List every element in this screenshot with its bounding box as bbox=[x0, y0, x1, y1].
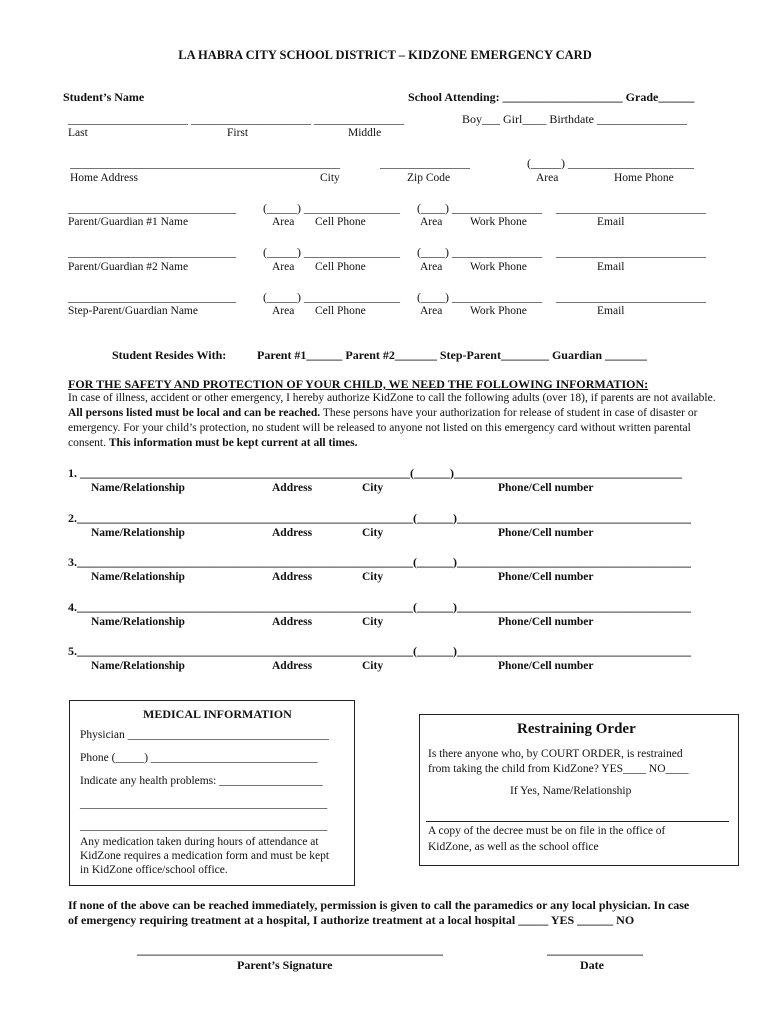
phone-label: Phone/Cell number bbox=[498, 482, 594, 494]
name-relationship-label: Name/Relationship bbox=[91, 527, 185, 539]
work-phone-label: Work Phone bbox=[470, 216, 527, 228]
home-address-label: Home Address bbox=[70, 172, 139, 184]
treatment-consent-text: If none of the above can be reached immediately, permission is given to call the paramedics or any local physician. In case bbox=[68, 898, 690, 912]
city-label: City bbox=[362, 571, 384, 583]
address-label: Address bbox=[272, 616, 313, 628]
address-label: Address bbox=[272, 571, 313, 583]
safety-heading: FOR THE SAFETY AND PROTECTION OF YOUR CHILD, WE NEED THE FOLLOWING INFORMATION: bbox=[68, 377, 649, 391]
restraining-name-line[interactable] bbox=[426, 821, 729, 822]
guardian-cell-line[interactable]: (_____) ________________ bbox=[263, 201, 400, 215]
home-address-line[interactable]: _____________________________________________ bbox=[70, 156, 340, 170]
name-relationship-label: Name/Relationship bbox=[91, 571, 185, 583]
contact-line[interactable]: 2.________________________________________________________(______)_______________________________________ bbox=[68, 511, 691, 525]
guardian-name-label: Step-Parent/Guardian Name bbox=[68, 305, 198, 317]
address-label: Address bbox=[272, 660, 313, 672]
restraining-yes-no-field[interactable]: from taking the child from KidZone? YES____ NO____ bbox=[428, 763, 689, 775]
gender-birthdate-field[interactable]: Boy___ Girl____ Birthdate _______________ bbox=[462, 112, 687, 126]
health-problems-line[interactable]: ___________________________________________ bbox=[80, 820, 328, 832]
medical-heading: MEDICAL INFORMATION bbox=[143, 707, 292, 721]
student-name-line[interactable]: ____________________ ____________________ _______________ bbox=[68, 112, 404, 126]
area-label: Area bbox=[272, 216, 295, 228]
signature-line[interactable]: ___________________________________________________ bbox=[137, 943, 443, 957]
name-relationship-label: Name/Relationship bbox=[91, 660, 185, 672]
school-attending-label: School Attending: ____________________ Grade______ bbox=[408, 90, 695, 104]
guardian-work-line[interactable]: (____) _______________ bbox=[417, 201, 542, 215]
zip-code-line[interactable]: _______________ bbox=[380, 156, 470, 170]
safety-paragraph bbox=[68, 391, 718, 451]
restraining-if-yes-label: If Yes, Name/Relationship bbox=[510, 785, 632, 797]
area-label: Area bbox=[420, 305, 443, 317]
resides-with-label: Student Resides With: bbox=[112, 348, 227, 362]
medication-note: KidZone requires a medication form and must be kept bbox=[80, 850, 330, 862]
phone-label: Phone/Cell number bbox=[498, 571, 594, 583]
home-phone-label: Home Phone bbox=[614, 172, 674, 184]
medication-note: Any medication taken during hours of attendance at bbox=[80, 836, 319, 848]
guardian-work-line[interactable]: (____) _______________ bbox=[417, 245, 542, 259]
decree-note: KidZone, as well as the school office bbox=[428, 841, 599, 853]
date-label: Date bbox=[580, 958, 604, 972]
guardian-name-line[interactable]: ____________________________ bbox=[68, 245, 236, 259]
resides-with-options[interactable]: Parent #1______ Parent #2_______ Step-Parent________ Guardian _______ bbox=[257, 348, 647, 362]
contact-line[interactable]: 4.________________________________________________________(______)_______________________________________ bbox=[68, 600, 691, 614]
email-label: Email bbox=[597, 261, 625, 273]
city-label: City bbox=[362, 527, 384, 539]
contact-line[interactable]: 5.________________________________________________________(______)_______________________________________ bbox=[68, 644, 691, 658]
safety-text-2: These persons have your authorization for release of student in case of disaster or emergency. For your child’s protection, no student will be released to anyone not listed on this emergency card without written parental consent. bbox=[68, 407, 698, 449]
signature-label: Parent’s Signature bbox=[237, 958, 333, 972]
home-phone-line[interactable]: (_____) _____________________ bbox=[527, 156, 694, 170]
student-name-label: Student’s Name bbox=[63, 90, 145, 104]
city-label: City bbox=[320, 172, 340, 184]
work-phone-label: Work Phone bbox=[470, 261, 527, 273]
address-label: Address bbox=[272, 482, 313, 494]
work-phone-label: Work Phone bbox=[470, 305, 527, 317]
safety-text-1: In case of illness, accident or other emergency, I hereby authorize KidZone to call the following adults (over 18), if parents are not available. bbox=[68, 392, 716, 404]
safety-text-bold-1: All persons listed must be local and can be reached. bbox=[68, 407, 321, 419]
guardian-name-line[interactable]: ____________________________ bbox=[68, 201, 236, 215]
treatment-consent-yes-no[interactable]: of emergency requiring treatment at a hospital, I authorize treatment at a local hospital _____ YES ______ NO bbox=[68, 913, 635, 927]
middle-label: Middle bbox=[348, 127, 382, 139]
guardian-email-line[interactable]: _________________________ bbox=[556, 245, 706, 259]
area-label: Area bbox=[420, 261, 443, 273]
guardian-name-line[interactable]: ____________________________ bbox=[68, 290, 236, 304]
date-line[interactable]: ________________ bbox=[547, 943, 643, 957]
area-label: Area bbox=[420, 216, 443, 228]
physician-phone-field[interactable]: Phone (_____) _____________________________ bbox=[80, 752, 318, 764]
guardian-email-line[interactable]: _________________________ bbox=[556, 290, 706, 304]
name-relationship-label: Name/Relationship bbox=[91, 616, 185, 628]
city-label: City bbox=[362, 482, 384, 494]
first-label: First bbox=[227, 127, 249, 139]
guardian-work-line[interactable]: (____) _______________ bbox=[417, 290, 542, 304]
last-label: Last bbox=[68, 127, 88, 139]
guardian-email-line[interactable]: _________________________ bbox=[556, 201, 706, 215]
form-title: LA HABRA CITY SCHOOL DISTRICT – KIDZONE EMERGENCY CARD bbox=[178, 48, 592, 62]
guardian-name-label: Parent/Guardian #1 Name bbox=[68, 216, 189, 228]
restraining-question: Is there anyone who, by COURT ORDER, is restrained bbox=[428, 748, 683, 760]
phone-label: Phone/Cell number bbox=[498, 527, 594, 539]
email-label: Email bbox=[597, 305, 625, 317]
area-label: Area bbox=[272, 261, 295, 273]
guardian-cell-line[interactable]: (_____) ________________ bbox=[263, 290, 400, 304]
cell-phone-label: Cell Phone bbox=[315, 216, 366, 228]
school-attending-field[interactable] bbox=[408, 90, 694, 105]
decree-note: A copy of the decree must be on file in the office of bbox=[428, 825, 666, 837]
physician-field[interactable]: Physician ___________________________________ bbox=[80, 729, 329, 741]
city-label: City bbox=[362, 616, 384, 628]
guardian-cell-line[interactable]: (_____) ________________ bbox=[263, 245, 400, 259]
email-label: Email bbox=[597, 216, 625, 228]
address-label: Address bbox=[272, 527, 313, 539]
contact-line[interactable]: 3.________________________________________________________(______)_______________________________________ bbox=[68, 555, 691, 569]
medication-note: in KidZone office/school office. bbox=[80, 864, 228, 876]
restraining-order-heading: Restraining Order bbox=[517, 721, 636, 737]
guardian-name-label: Parent/Guardian #2 Name bbox=[68, 261, 189, 273]
city-label: City bbox=[362, 660, 384, 672]
name-relationship-label: Name/Relationship bbox=[91, 482, 185, 494]
area-label: Area bbox=[536, 172, 559, 184]
phone-label: Phone/Cell number bbox=[498, 616, 594, 628]
zip-code-label: Zip Code bbox=[407, 172, 451, 184]
cell-phone-label: Cell Phone bbox=[315, 261, 366, 273]
safety-text-bold-2: This information must be kept current at all times. bbox=[108, 437, 358, 449]
cell-phone-label: Cell Phone bbox=[315, 305, 366, 317]
area-label: Area bbox=[272, 305, 295, 317]
health-problems-field[interactable]: Indicate any health problems: __________________ bbox=[80, 775, 323, 787]
contact-line[interactable]: 1. _______________________________________________________(______)______________________________________ bbox=[68, 466, 682, 480]
health-problems-line[interactable]: ___________________________________________ bbox=[80, 798, 328, 810]
phone-label: Phone/Cell number bbox=[498, 660, 594, 672]
